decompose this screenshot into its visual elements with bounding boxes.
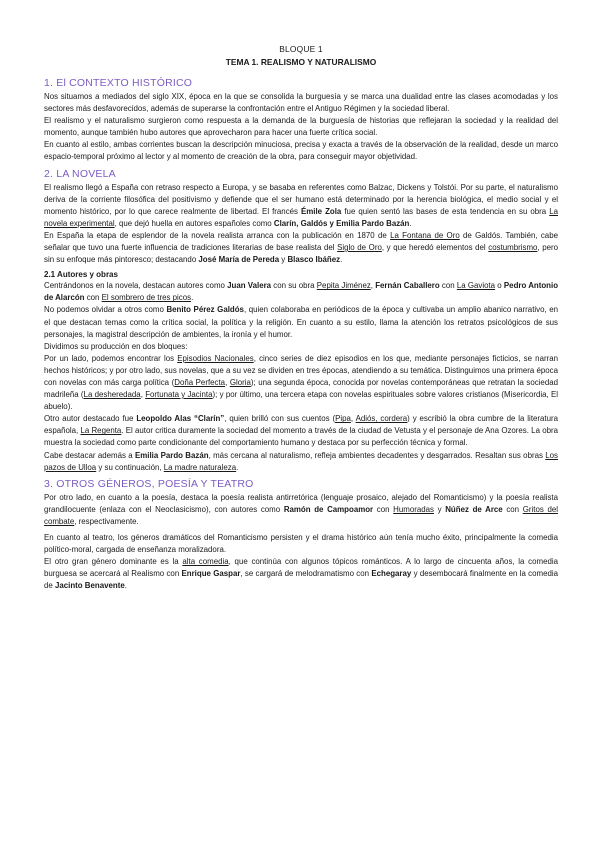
work-title: Doña Perfecta — [174, 377, 226, 387]
work-title: El sombrero de tres picos — [101, 293, 192, 303]
paragraph: El realismo y el naturalismo surgieron como respuesta a la demanda de la burguesía de historias que reflejaran la sociedad y la realidad del momento, aunque también hubo autores que aprovecharon para hacer una fuerte crítica social. — [44, 116, 558, 138]
author-name: Núñez de Arce — [445, 504, 503, 514]
text-run: . — [191, 293, 194, 303]
author-name: Juan Valera — [227, 281, 272, 291]
tema-title: TEMA 1. REALISMO Y NATURALISMO — [225, 57, 377, 67]
subsection-heading: 2.1 Autores y obras — [44, 270, 118, 280]
paragraph: Nos situamos a mediados del siglo XIX, época en la que se consolida la burguesía y se marca una dualidad entre las clases acomodadas y los sectores más desfavorecidos, además de superarse la confrontación entre el Antiguo Régimen y la sociedad liberal. — [44, 92, 558, 114]
paragraph — [44, 492, 558, 528]
paragraph — [44, 450, 558, 474]
work-title: La Regenta — [80, 426, 122, 436]
paragraph — [44, 353, 558, 413]
work-title: La desheredada — [83, 390, 141, 400]
paragraph: Dividimos su producción en dos bloques: — [44, 341, 188, 351]
text-run: , — [140, 390, 146, 400]
section-heading: 3. OTROS GÉNEROS, POESÍA Y TEATRO — [44, 477, 254, 490]
paragraph — [44, 556, 558, 592]
work-title: Humoradas — [393, 504, 434, 514]
paragraph: En cuanto al teatro, los géneros dramáticos del Romanticismo persisten y el drama histórico aún tenía mucho éxito, principalmente la comedia político-moral, cargada de enseñanza moralizadora. — [44, 533, 558, 555]
text-run: , más cercana al naturalismo, refleja ambientes decadentes y desgarrados. Resaltan sus obras — [208, 450, 546, 460]
text-run: , quien brilló con sus cuentos ( — [224, 414, 336, 424]
text-run: . El autor critica duramente la sociedad del momento a través de la ciudad de Vetusta y el personaje de Ana Ozores. La obra muestra la sociedad como parte condicionante del comportamiento humano y destaca por su perfección técnica y formal. — [44, 426, 558, 448]
text-run: , que dejó huella en autores españoles como — [114, 218, 274, 228]
work-title: Pepita Jiménez — [316, 281, 371, 291]
author-name: Ramón de Campoamor — [283, 504, 374, 514]
text-run: . — [340, 255, 343, 265]
work-title: Los pazos de Ulloa — [44, 450, 559, 472]
work-title: Pipa — [335, 414, 351, 424]
term: Siglo de Oro — [337, 243, 382, 253]
paragraph — [44, 230, 558, 266]
text-run: , cinco series de diez episodios en los que, mediante personajes ficticios, se narran hechos históricos; y por otro lado, sus novelas, que a su vez se dividen en tres épocas, atendiendo a su temática. Distinguimos una primera época con novelas con más carga política ( — [44, 353, 558, 387]
text-run: . — [236, 462, 239, 472]
text-run: , — [350, 414, 356, 424]
text-run: y — [279, 255, 288, 265]
section-contexto-historico — [44, 77, 558, 164]
term: alta comedia — [182, 557, 229, 567]
section-la-novela — [44, 168, 558, 267]
text-run: ) y escribió la obra cumbre de la literatura española, — [44, 414, 559, 436]
text-run: Cabe destacar además a — [44, 450, 135, 460]
text-run: y desembocará finalmente en la comedia de — [44, 569, 558, 591]
text-run: . — [409, 218, 412, 228]
work-title: Fortunata y Jacinta — [145, 390, 213, 400]
text-run: con — [373, 504, 394, 514]
paragraph: En cuanto al estilo, ambas corrientes buscan la descripción minuciosa, precisa y exacta a través de la observación de la realidad, desde un marco espacio-temporal próximo al lector y al momento de creación de la obra, para conseguir mayor objetividad. — [44, 140, 558, 162]
author-name: Leopoldo Alas “Clarín” — [136, 414, 225, 424]
work-title: La novela experimental — [44, 206, 558, 228]
text-run: , respectivamente. — [74, 516, 139, 526]
author-name: Emilia Pardo Bazán — [135, 450, 209, 460]
text-run: , — [370, 281, 376, 291]
text-run: , se cargará de melodramatismo con — [240, 569, 372, 579]
text-run: o — [495, 281, 504, 291]
text-run: El otro gran género dominante es la — [44, 557, 183, 567]
author-name: Enrique Gaspar — [181, 569, 241, 579]
text-run: con — [439, 281, 457, 291]
text-run: Centrándonos en la novela, destacan autores como — [44, 281, 228, 291]
text-run: , pero sin su enfoque más pintoresco; destacando — [44, 243, 558, 265]
work-title: La Gaviota — [456, 281, 496, 291]
work-title: La madre naturaleza — [163, 462, 237, 472]
text-run: , que continúa con algunos tópicos románticos. A lo largo de cincuenta años, la comedia burguesa se acercará al Realismo con — [44, 557, 558, 579]
paragraph — [44, 413, 558, 449]
section-otros-generos — [44, 478, 558, 593]
work-title: La Fontana de Oro — [390, 230, 460, 240]
text-run: ); y por último, una tercera etapa con novelas espirituales sobre valores cristianos (Misericordia, El abuelo). — [44, 390, 559, 412]
text-run: Por otro lado, en cuanto a la poesía, destaca la poesía realista antirretórica (lenguaje prosaico, alejado del Romanticismo) y la poesía realista grandilocuente (enlaza con el Neoclasicismo), con autores como — [44, 492, 558, 514]
work-title: Gloria — [229, 377, 251, 387]
text-run: , — [225, 377, 230, 387]
author-name: Pedro Antonio de Alarcón — [44, 281, 559, 303]
text-run: No podemos olvidar a otros como — [44, 305, 167, 315]
term: costumbrismo — [488, 243, 538, 253]
author-name: José María de Pereda — [198, 255, 280, 265]
author-name: Echegaray — [371, 569, 412, 579]
text-run: ); una segunda época, conocida por novelas contemporáneas que retratan la sociedad madrileña ( — [44, 377, 558, 400]
section-heading: 2. LA NOVELA — [44, 167, 116, 180]
author-name: Fernán Caballero — [375, 281, 440, 291]
text-run: con — [502, 504, 523, 514]
document-page — [44, 44, 558, 592]
author-name: Blasco Ibáñez — [287, 255, 341, 265]
text-run: y — [433, 504, 446, 514]
work-title: Adiós, cordera — [355, 414, 408, 424]
text-run: y su continuación, — [96, 462, 164, 472]
bloque-label: BLOQUE 1 — [279, 44, 323, 54]
text-run: Otro autor destacado fue — [44, 414, 137, 424]
text-run: , quien colaboraba en periódicos de la época y cultivaba un amplio abanico narrativo, en el que destacan temas como la crítica social, la política y la religión. En cuanto a su estilo, llama la atención los retratos psicológicos de sus personajes, la magistral descripción de ambientes, la ironía y el humor. — [44, 305, 559, 339]
text-run: En España la etapa de esplendor de la novela realista arranca con la publicación en 1870 de — [44, 230, 391, 240]
author-name: Clarín, Galdós y Emilia Pardo Bazán — [273, 218, 410, 228]
work-title: Gritos del combate — [44, 504, 558, 526]
paragraph — [44, 304, 558, 340]
author-name: Jacinto Benavente — [54, 581, 125, 591]
text-run: con su obra — [271, 281, 317, 291]
work-title: Episodios Nacionales — [177, 353, 254, 363]
text-run: fue quien sentó las bases de esta tendencia en su obra — [341, 206, 550, 216]
text-run: con — [84, 293, 102, 303]
text-run: de Galdós. También, cabe señalar que tuvo una fuerte influencia de tradiciones literarias de base realista del — [44, 230, 558, 253]
text-run: El realismo llegó a España con retraso respecto a Europa, y se basaba en referentes como Balzac, Dickens y Tolstói. Por su parte, el naturalismo deriva de la corriente filosófica del positivismo y defiende que el ser humano está determinado por la herencia biológica, el medio social y el momento histórico, por lo que carece realmente de libertad. El francés — [44, 182, 558, 216]
paragraph — [44, 280, 558, 304]
author-name: Émile Zola — [301, 206, 342, 216]
text-run: Por un lado, podemos encontrar los — [44, 353, 178, 363]
section-autores-y-obras — [44, 270, 558, 474]
section-heading: 1. El CONTEXTO HISTÓRICO — [44, 77, 193, 89]
author-name: Benito Pérez Galdós — [166, 305, 244, 315]
text-run: , y que heredó elementos del — [381, 243, 489, 253]
text-run: . — [124, 581, 127, 591]
paragraph — [44, 182, 558, 230]
